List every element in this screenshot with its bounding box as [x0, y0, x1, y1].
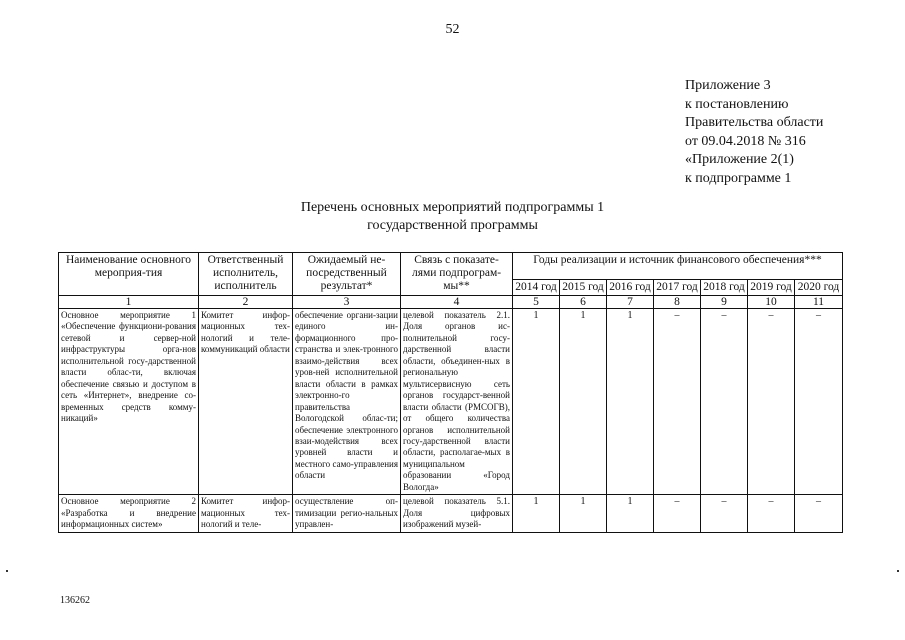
- year-value: –: [795, 495, 843, 532]
- page-number: 52: [445, 22, 460, 37]
- appendix-line: к подпрограмме 1: [685, 170, 792, 186]
- year-header: 2014 год: [513, 280, 560, 296]
- title-line: Перечень основных мероприятий подпрограммы 1: [300, 200, 605, 215]
- header-responsible: Ответственный исполнитель, исполнитель: [199, 253, 293, 296]
- year-value: 1: [607, 309, 654, 495]
- year-value: –: [654, 309, 701, 495]
- document-title: [0, 199, 905, 235]
- measures-table: [58, 252, 843, 533]
- scan-mark: [6, 570, 8, 572]
- year-header: 2018 год: [701, 280, 748, 296]
- year-value: –: [748, 309, 795, 495]
- appendix-block: [685, 77, 823, 188]
- header-link: Связь с показате-лями подпрограм-мы**: [401, 253, 513, 296]
- footer-code: 136262: [60, 595, 90, 606]
- measure-name: Основное мероприятие 2 «Разработка и внедрение информационных систем»: [59, 495, 199, 532]
- year-header: 2020 год: [795, 280, 843, 296]
- table-row: [59, 495, 843, 532]
- column-number: 6: [560, 296, 607, 309]
- column-number: 5: [513, 296, 560, 309]
- year-header: 2016 год: [607, 280, 654, 296]
- table-row: [59, 309, 843, 495]
- appendix-line: Правительства области: [685, 115, 824, 130]
- year-value: –: [795, 309, 843, 495]
- column-number: 2: [199, 296, 293, 309]
- measure-name: Основное мероприятие 1 «Обеспечение функциони-рования сетевой и сервер-ной инфраструктуры орга-нов исполнительной госу-дарственной власти облас-ти, включая обеспечение связью и доступом в сеть «Интернет», внедрение со-временных средств комму-никаций»: [59, 309, 199, 495]
- column-number: 3: [293, 296, 401, 309]
- column-number: 10: [748, 296, 795, 309]
- measure-link: целевой показатель 5.1. Доля цифровых изображений музей-: [401, 495, 513, 532]
- measure-responsible: Комитет инфор-мационных тех-нологий и теле-: [199, 495, 293, 532]
- year-header: 2015 год: [560, 280, 607, 296]
- measure-result: осуществление оп-тимизации регио-нальных управлен-: [293, 495, 401, 532]
- column-number: 9: [701, 296, 748, 309]
- column-number: 8: [654, 296, 701, 309]
- year-value: 1: [607, 495, 654, 532]
- column-number: 4: [401, 296, 513, 309]
- scan-mark: [897, 570, 899, 572]
- column-number: 7: [607, 296, 654, 309]
- year-value: 1: [513, 495, 560, 532]
- column-number-row: [59, 296, 843, 309]
- year-value: –: [654, 495, 701, 532]
- appendix-line: Приложение 3: [685, 78, 771, 93]
- header-result: Ожидаемый не-посредственный результат*: [293, 253, 401, 296]
- column-number: 11: [795, 296, 843, 309]
- year-value: 1: [560, 495, 607, 532]
- header-name: Наименование основного мероприя-тия: [59, 253, 199, 296]
- title-line: государственной программы: [367, 218, 538, 233]
- header-row: [59, 253, 843, 280]
- year-value: –: [748, 495, 795, 532]
- appendix-line: к постановлению: [685, 96, 789, 112]
- year-header: 2017 год: [654, 280, 701, 296]
- measure-link: целевой показатель 2.1. Доля органов ис-полнительной госу-дарственной власти области, объединен-ных в региональную мультисервисную сеть органов государст-венной власти области (РМСОГВ), от общего количества органов исполнительной госу-дарственной власти области, располагае-мых в муниципальном образовании «Город Вологда»: [401, 309, 513, 495]
- measure-result: обеспечение органи-зации единого ин-формационного про-странства и элек-тронного взаимо-действия всех уров-ней исполнительной власти области в рамках электронно-го правительства Вологодской облас-ти; обеспечение электронного взаи-модействия всех уровней власти и местного само-управления области: [293, 309, 401, 495]
- year-value: –: [701, 309, 748, 495]
- year-header: 2019 год: [748, 280, 795, 296]
- header-years-group: Годы реализации и источник финансового обеспечения***: [513, 253, 843, 280]
- year-value: 1: [560, 309, 607, 495]
- year-value: –: [701, 495, 748, 532]
- appendix-line: «Приложение 2(1): [685, 152, 794, 167]
- measure-responsible: Комитет инфор-мационных тех-нологий и теле-коммуникаций области: [199, 309, 293, 495]
- column-number: 1: [59, 296, 199, 309]
- year-value: 1: [513, 309, 560, 495]
- appendix-line: от 09.04.2018 № 316: [685, 133, 806, 149]
